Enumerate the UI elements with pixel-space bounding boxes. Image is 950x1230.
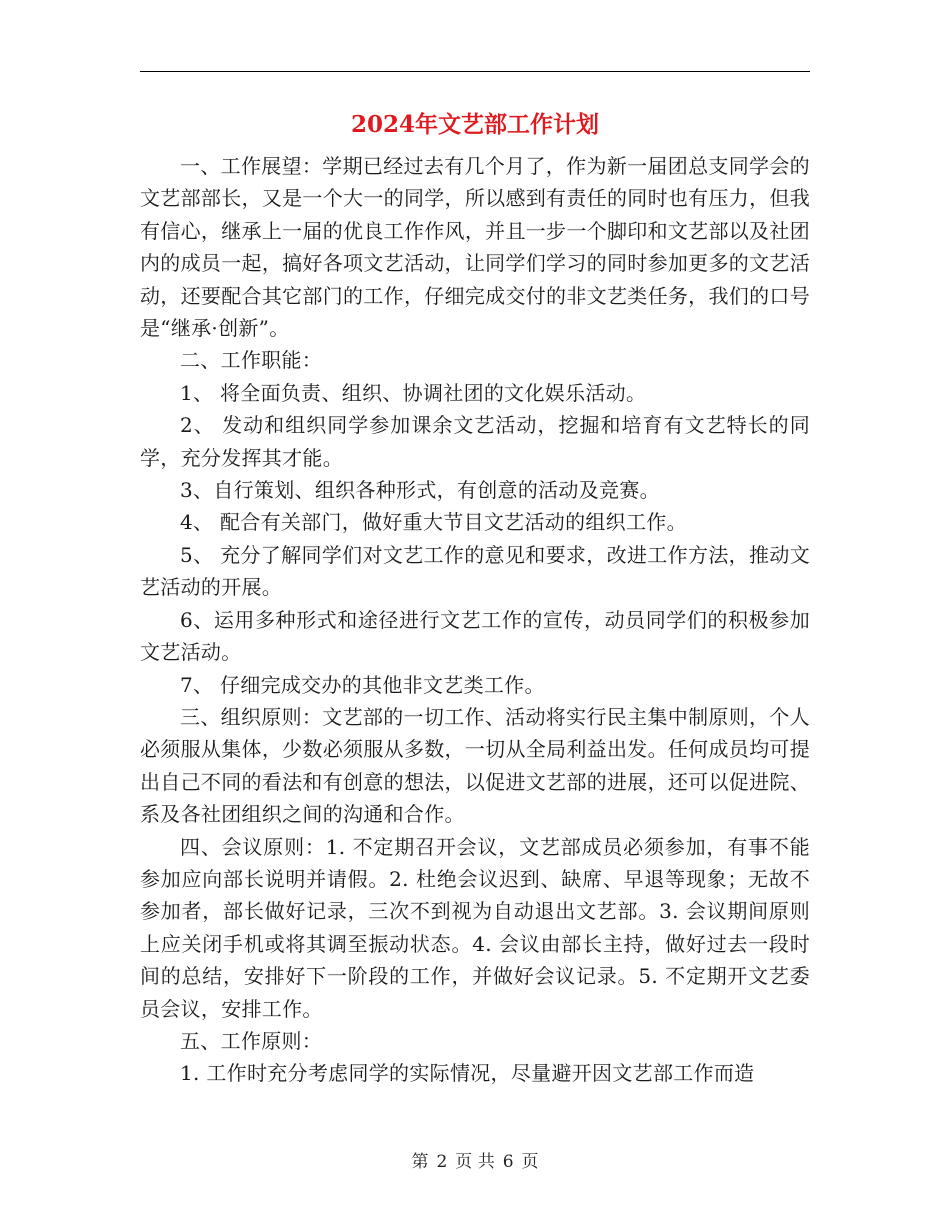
paragraph-outlook: 一、工作展望：学期已经过去有几个月了，作为新一届团总支同学会的文艺部部长，又是一个大一的同学，所以感到有责任的同时也有压力，但我有信心，继承上一届的优良工作作风，并且一步一个脚印和文艺部以及社团内的成员一起，搞好各项文艺活动，让同学们学习的同时参加更多的文艺活动，还要配合其它部门的工作，仔细完成交付的非文艺类任务，我们的口号是“继承·创新”。 bbox=[140, 154, 810, 341]
paragraph-function-2: 2、 发动和组织同学参加课余文艺活动，挖掘和培育有文艺特长的同学，充分发挥其才能。 bbox=[140, 413, 810, 470]
footer-suffix: 页 bbox=[521, 1152, 539, 1172]
paragraph-work-principles-heading: 五、工作原则： bbox=[180, 1028, 323, 1053]
page-number: 2 bbox=[436, 1152, 448, 1172]
paragraph-function-7: 7、 仔细完成交办的其他非文艺类工作。 bbox=[180, 672, 545, 697]
footer-middle: 页 共 bbox=[455, 1152, 495, 1172]
paragraph-function-4: 4、 配合有关部门，做好重大节目文艺活动的组织工作。 bbox=[180, 510, 687, 535]
paragraph-function-5: 5、 充分了解同学们对文艺工作的意见和要求，改进工作方法，推动文艺活动的开展。 bbox=[140, 542, 810, 600]
paragraph-functions-heading: 二、工作职能： bbox=[180, 348, 323, 373]
footer-prefix: 第 bbox=[411, 1152, 429, 1172]
paragraph-organization-principles: 三、组织原则：文艺部的一切工作、活动将实行民主集中制原则，个人必须服从集体，少数必须服从多数，一切从全局利益出发。任何成员均可提出自己不同的看法和有创意的想法，以促进文艺部的进展，还可以促进院、系及各社团组织之间的沟通和合作。 bbox=[140, 704, 810, 827]
paragraph-function-6: 6、运用多种形式和途径进行文艺工作的宣传，动员同学们的积极参加文艺活动。 bbox=[140, 607, 810, 665]
paragraph-function-3: 3、自行策划、组织各种形式，有创意的活动及竞赛。 bbox=[180, 478, 660, 503]
paragraph-function-1: 1、 将全面负责、组织、协调社团的文化娱乐活动。 bbox=[180, 380, 647, 405]
header-rule bbox=[140, 71, 810, 72]
document-body bbox=[140, 150, 810, 1090]
page-footer bbox=[140, 1150, 810, 1174]
paragraph-meeting-principles: 四、会议原则：1. 不定期召开会议，文艺部成员必须参加，有事不能参加应向部长说明并请假。2. 杜绝会议迟到、缺席、早退等现象；无故不参加者，部长做好记录，三次不到视为自动退出文艺部。3. 会议期间原则上应关闭手机或将其调至振动状态。4. 会议由部长主持，做好过去一段时间的总结，安排好下一阶段的工作，并做好会议记录。5. 不定期开文艺委员会议，安排工作。 bbox=[140, 834, 810, 1021]
total-pages: 6 bbox=[502, 1152, 514, 1172]
document-title: 2024年文艺部工作计划 bbox=[350, 111, 599, 138]
paragraph-work-principle-1: 1. 工作时充分考虑同学的实际情况，尽量避开因文艺部工作而造 bbox=[180, 1061, 755, 1086]
